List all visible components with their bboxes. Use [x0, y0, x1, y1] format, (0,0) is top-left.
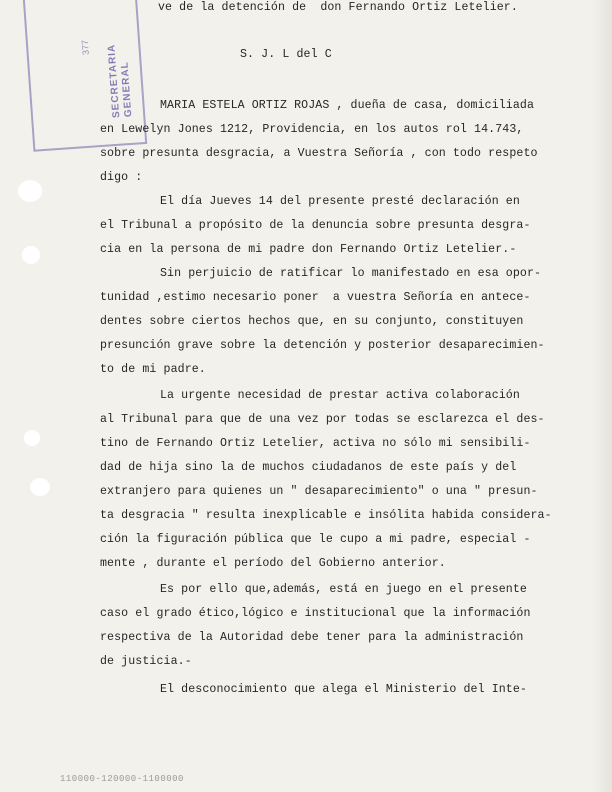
text-line: cia en la persona de mi padre don Fernando Ortiz Letelier.-	[100, 243, 517, 256]
text-line: el Tribunal a propósito de la denuncia sobre presunta desgra-	[100, 219, 531, 232]
archive-reference-number: 110000-120000-1100000	[60, 774, 184, 784]
text-line: de justicia.-	[100, 655, 192, 668]
text-line: ta desgracia " resulta inexplicable e insólita habida considera-	[100, 509, 552, 522]
punch-holes	[0, 180, 60, 510]
punch-hole	[24, 430, 40, 446]
text-line: El día Jueves 14 del presente presté declaración en	[160, 195, 520, 208]
text-line: presunción grave sobre la detención y posterior desaparecimien-	[100, 339, 545, 352]
page-edge-shadow	[592, 0, 612, 792]
top-line: ve de la detención de don Fernando Ortiz Letelier.	[158, 1, 518, 14]
text-line: dentes sobre ciertos hechos que, en su conjunto, constituyen	[100, 315, 524, 328]
punch-hole	[22, 246, 40, 264]
text-line: MARIA ESTELA ORTIZ ROJAS , dueña de casa, domiciliada	[160, 99, 535, 112]
text-line: El desconocimiento que alega el Ministerio del Inte-	[160, 683, 527, 696]
text-line: sobre presunta desgracia, a Vuestra Señoría , con todo respeto	[100, 147, 538, 160]
letter-heading: S. J. L del C	[240, 48, 332, 61]
text-line: digo :	[100, 171, 143, 184]
text-line: caso el grado ético,lógico e institucional que la información	[100, 607, 531, 620]
stamp-text: SECRETARIA GENERAL	[106, 43, 135, 119]
punch-hole	[30, 478, 50, 496]
text-line: La urgente necesidad de prestar activa colaboración	[160, 389, 520, 402]
text-line: en Lewelyn Jones 1212, Providencia, en los autos rol 14.743,	[100, 123, 524, 136]
text-line: tunidad ,estimo necesario poner a vuestra Señoría en antece-	[100, 291, 531, 304]
text-line: al Tribunal para que de una vez por todas se esclarezca el des-	[100, 413, 545, 426]
text-line: to de mi padre.	[100, 363, 206, 376]
text-line: ción la figuración pública que le cupo a mi padre, especial -	[100, 533, 531, 546]
text-line: tino de Fernando Ortiz Letelier, activa no sólo mi sensibili-	[100, 437, 531, 450]
text-line: respectiva de la Autoridad debe tener para la administración	[100, 631, 524, 644]
punch-hole	[18, 180, 42, 202]
text-line: Sin perjuicio de ratificar lo manifestado en esa opor-	[160, 267, 542, 280]
stamp-number: 377	[79, 39, 91, 56]
text-line: Es por ello que,además, está en juego en el presente	[160, 583, 527, 596]
text-line: extranjero para quienes un " desaparecimiento" o una " presun-	[100, 485, 538, 498]
text-line: dad de hija sino la de muchos ciudadanos de este país y del	[100, 461, 517, 474]
text-line: mente , durante el período del Gobierno anterior.	[100, 557, 446, 570]
